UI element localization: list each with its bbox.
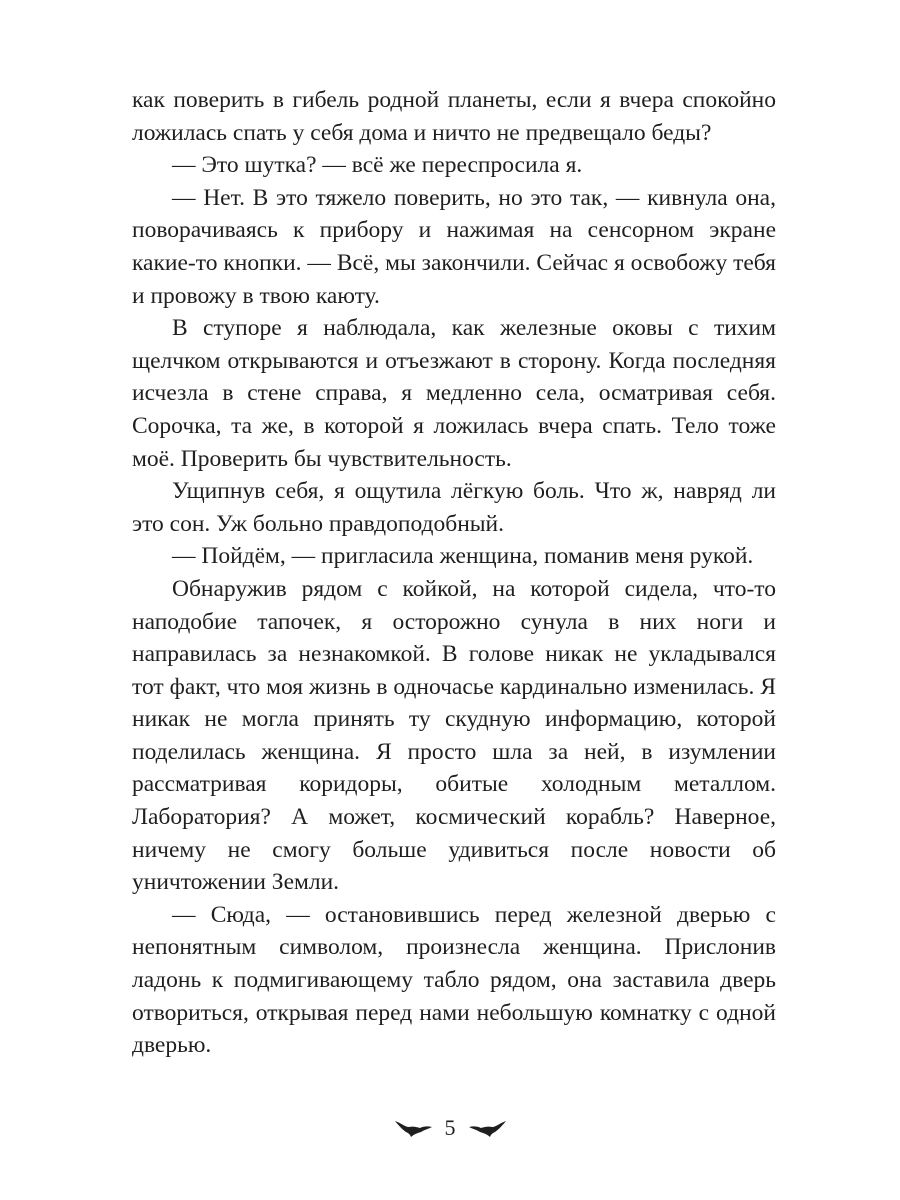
bird-ornament-right-icon [468, 1117, 508, 1139]
paragraph: как поверить в гибель родной планеты, если я вчера спокойно ложилась спать у себя дома и ничто не предвещало беды? [132, 87, 776, 146]
paragraph: — Это шутка? — всё же переспросила я. [172, 152, 583, 179]
paragraph: Ущипнув себя, я ощутила лёгкую боль. Что ж, навряд ли это сон. Уж больно правдоподобный. [132, 478, 776, 537]
page-body [132, 84, 776, 1062]
paragraph: Обнаружив рядом с койкой, на которой сидела, что-то наподобие тапочек, я осторожно сунула в них ноги и направилась за незнакомкой. В голове никак не укладывался тот факт, что моя жизнь в одночасье кардинально изменилась. Я никак не могла принять ту скудную информацию, которой поделилась женщина. Я просто шла за ней, в изумлении рассматривая коридоры, обитые холодным металлом. Лаборатория? А может, космический корабль? Наверное, ничему не смогу больше удивиться после новости об уничтожении Земли. [132, 575, 776, 896]
bird-ornament-left-icon [393, 1117, 433, 1139]
paragraph: — Пойдём, — пригласила женщина, поманив меня рукой. [172, 543, 754, 570]
paragraph: — Сюда, — остановившись перед железной дверью с непонятным символом, произнесла женщина. Прислонив ладонь к подмигивающему табло рядом, она заставила дверь отвориться, открывая перед нами небольшую комнатку с одной дверью. [132, 901, 776, 1059]
paragraph: — Нет. В это тяжело поверить, но это так, — кивнула она, поворачиваясь к прибору и нажимая на сенсорном экране какие-то кнопки. — Всё, мы закончили. Сейчас я освобожу тебя и провожу в твою каюту. [132, 184, 776, 309]
page-footer [0, 1108, 900, 1148]
page-number: 5 [444, 1115, 456, 1140]
paragraph: В ступоре я наблюдала, как железные оковы с тихим щелчком открываются и отъезжают в сторону. Когда последняя исчезла в стене справа, я медленно села, осматривая себя. Сорочка, та же, в которой я ложилась вчера спать. Тело тоже моё. Проверить бы чувствительность. [132, 315, 776, 472]
